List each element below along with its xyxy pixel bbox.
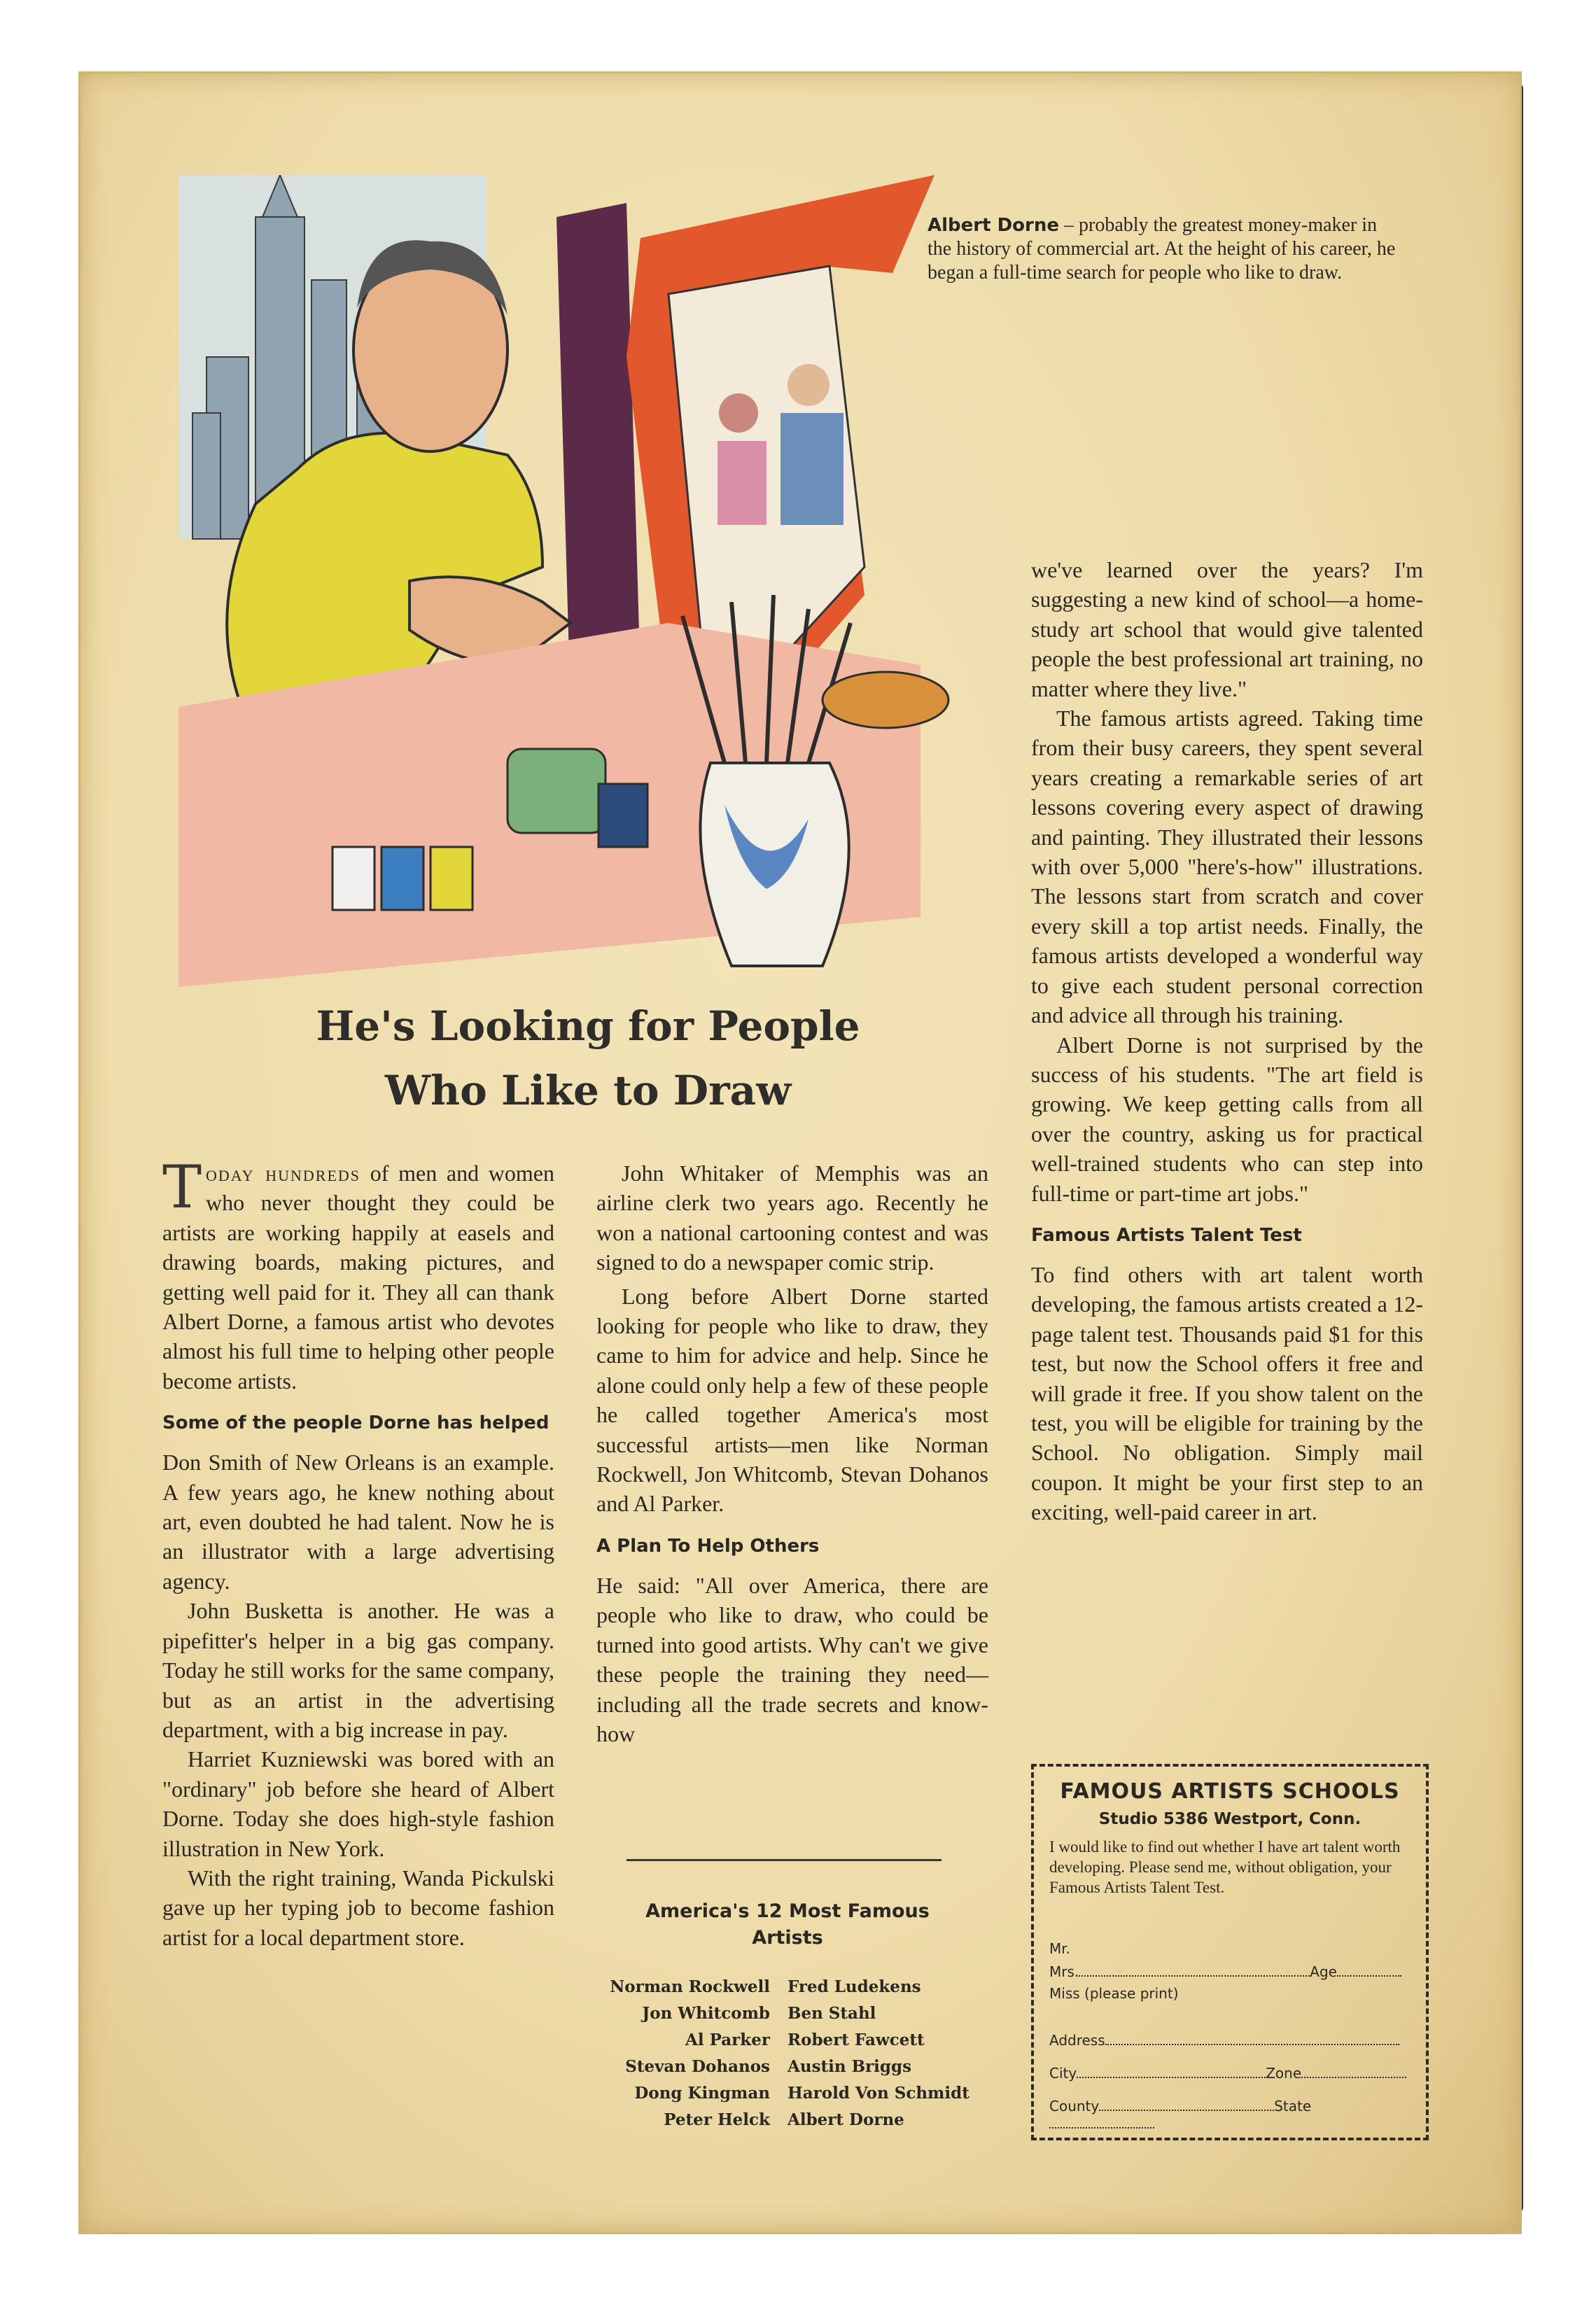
artist-name: Jon Whitcomb [642, 2004, 770, 2023]
divider-rule [626, 1859, 941, 1861]
artist-name: Dong Kingman [634, 2084, 770, 2103]
label-state: State [1274, 2098, 1312, 2115]
col3-paragraph-1: we've learned over the years? I'm suggesting a new kind of school—a home-study art school that would give talented people the best professional art training, no matter where they live." [1031, 557, 1423, 701]
sketch-man [780, 413, 844, 525]
col1-paragraph-1 [162, 1153, 554, 1396]
field-mrs[interactable] [1049, 1963, 1413, 1980]
artist-name: Harold Von Schmidt [788, 2084, 969, 2103]
coupon-studio: Studio 5386 Westport, Conn. [1098, 1810, 1362, 1828]
paint-tubes [332, 847, 472, 910]
headline [210, 994, 966, 1123]
col1-p1-text: of men and women who never thought they could be artists are working happily at easels and drawing boards, making pictures, and getting well paid for it. They all can thank Albert Dorne, a famous artist who devotes almost his full time to helping other people become artists. [162, 1160, 554, 1394]
label-county: County [1049, 2098, 1100, 2115]
label-address: Address [1049, 2032, 1105, 2049]
albert-dorne-illustration [178, 175, 962, 987]
headline-line-2: Who Like to Draw [384, 1067, 792, 1114]
label-zone: Zone [1266, 2065, 1302, 2082]
artists-list-left [581, 1974, 770, 2133]
artist-name: Norman Rockwell [610, 1977, 770, 1996]
column-1 [162, 1153, 554, 1952]
field-mr[interactable] [1049, 1940, 1413, 1957]
artist-name: Peter Helck [664, 2110, 770, 2129]
col2-paragraph-2: Long before Albert Dorne started looking for people who like to draw, they came to him for advice and help. Since he alone could only help a few of these people he called together America's most successful artists—men like Norman Rockwell, Jon Whitcomb, Stevan Dohanos and Al Parker. [596, 1283, 988, 1517]
artist-name: Ben Stahl [788, 2004, 876, 2023]
artist-name: Al Parker [685, 2031, 770, 2049]
col3-paragraph-2: The famous artists agreed. Taking time from their busy careers, they spent several years creating a remarkable series of art lessons covering every aspect of drawing and painting. They illustrated their lessons with over 5,000 "here's-how" illustrations. The lessons start from scratch and cover every skill a top artist needs. Finally, the famous artists developed a wonderful way to give each student personal correction and advice all through his training. [1031, 706, 1423, 1028]
lead-caps: oday hundreds [206, 1160, 361, 1186]
field-miss[interactable] [1049, 1985, 1413, 2002]
bowl [822, 672, 948, 728]
caption-text: – probably the greatest money-maker in the history of commercial art. At the height of his career, he began a full-time search for people who like to draw. [927, 214, 1396, 283]
artist-name: Fred Ludekens [788, 1977, 921, 1996]
illustration-caption [927, 213, 1404, 285]
artist-name: Stevan Dohanos [625, 2057, 770, 2076]
col3-paragraph-4: To find others with art talent worth developing, the famous artists created a 12-page talent test. Thousands paid $1 for this test, but now the School offers it free and will grade it free. If you show talent on the test, you will be eligible for training by the School. No obligation. Simply mail coupon. It might be your first step to an exciting, well-paid career in art. [1031, 1261, 1423, 1525]
caption-name: Albert Dorne [927, 215, 1059, 236]
col2-heading: A Plan To Help Others [596, 1535, 820, 1557]
green-paint-jars [507, 749, 606, 833]
label-age: Age [1310, 1963, 1337, 1980]
label-city: City [1049, 2065, 1077, 2082]
label-mrs: Mrs. [1049, 1963, 1079, 1980]
col1-paragraph-4: Harriet Kuzniewski was bored with an "ordinary" job before she heard of Albert Dorne. Today she does high-style fashion illustration in New York. [162, 1746, 554, 1861]
label-mr: Mr. [1049, 1940, 1070, 1957]
artist-name: Albert Dorne [788, 2110, 904, 2129]
artist-name: Austin Briggs [788, 2057, 912, 2076]
col2-paragraph-1: John Whitaker of Memphis was an airline clerk two years ago. Recently he won a national cartooning contest and was signed to do a newspaper comic strip. [596, 1160, 988, 1275]
coupon-title: FAMOUS ARTISTS SCHOOLS [1060, 1779, 1400, 1804]
headline-line-1: He's Looking for People [316, 1002, 860, 1050]
artists-list-right [788, 1974, 1026, 2133]
artist-name: Robert Fawcett [788, 2031, 925, 2049]
col3-paragraph-3: Albert Dorne is not surprised by the success of his students. "The art field is growing. We keep getting calls from all over the country, asking us for practical well-trained students who can step into full-time or part-time art jobs." [1031, 1032, 1423, 1206]
column-2 [596, 1158, 988, 1748]
artists-list-title: America's 12 Most Famous Artists [645, 1900, 930, 1949]
field-city[interactable] [1049, 2064, 1413, 2082]
field-county[interactable] [1049, 2097, 1413, 2132]
col1-heading: Some of the people Dorne has helped [162, 1412, 550, 1434]
col2-paragraph-3: He said: "All over America, there are people who like to draw, who could be turned into good artists. Why can't we give these people the training they need—including all the trade secrets and know-how [596, 1572, 988, 1746]
col1-paragraph-2: Don Smith of New Orleans is an example. A few years ago, he knew nothing about art, even doubted he had talent. Now he is an illustrator with a large advertising agency. [162, 1450, 554, 1594]
col3-heading: Famous Artists Talent Test [1031, 1224, 1302, 1246]
label-miss: Miss (please print) [1049, 1985, 1179, 2002]
field-address[interactable] [1049, 2031, 1413, 2049]
column-3 [1031, 555, 1423, 1527]
sketch-woman [718, 441, 766, 525]
coupon-body: I would like to find out whether I have art talent worth developing. Please send me, without obligation, your Famous Artists Talent Test. [1049, 1838, 1401, 1896]
col1-paragraph-5: With the right training, Wanda Pickulski gave up her typing job to become fashion artist for a local department store. [162, 1865, 554, 1950]
order-coupon[interactable] [1031, 1764, 1429, 2140]
col1-paragraph-3: John Busketta is another. He was a pipefitter's helper in a big gas company. Today he still works for the same company, but as an artist in the advertising department, with a big increase in pay. [162, 1598, 554, 1742]
drop-cap: T [162, 1153, 202, 1221]
